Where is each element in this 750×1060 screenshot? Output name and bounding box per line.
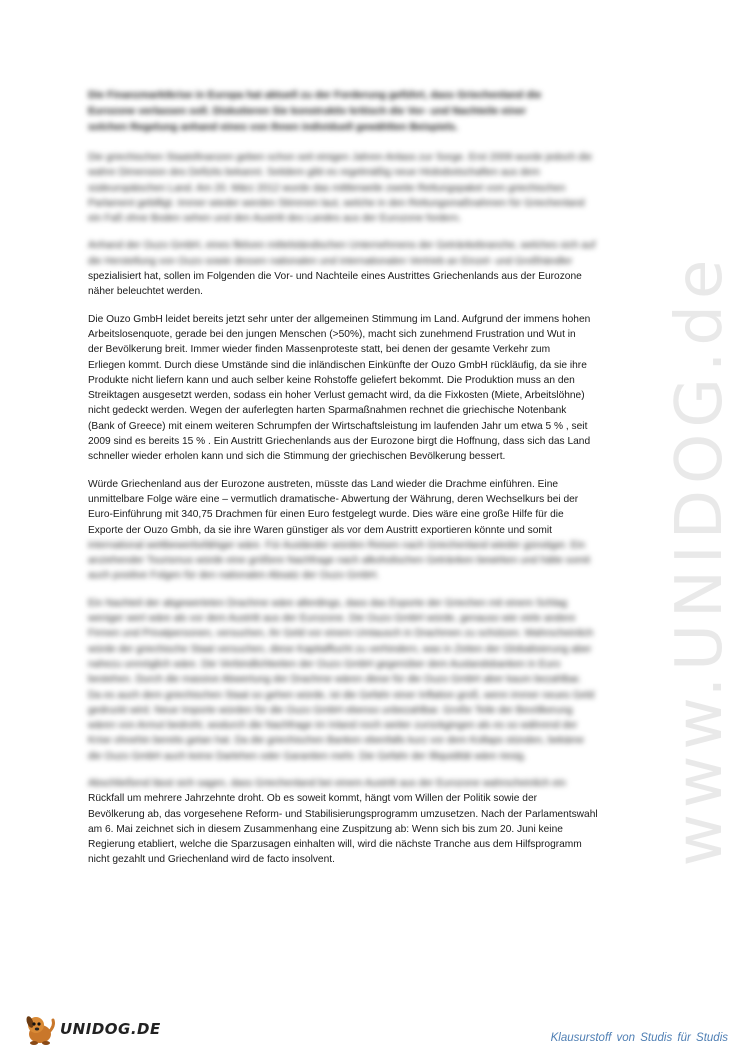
text-line: Arbeitslosenquote, gerade bei den jungen Menschen (>50%), macht sich zunehmend Frustration und Wut in	[88, 328, 576, 340]
text-line: Die Ouzo GmbH leidet bereits jetzt sehr unter der allgemeinen Stimmung im Land. Aufgrund der immens hohen	[88, 313, 591, 325]
unidog-logo[interactable]	[22, 1012, 161, 1046]
text-line: auch positive Folgen für den nationalen Absatz der Ouzo GmbH.	[88, 570, 380, 582]
text-line: spezialisiert hat, sollen im Folgenden die Vor- und Nachteile eines Austrittes Griechenlands aus der Eurozone	[88, 271, 582, 283]
task-heading	[88, 88, 650, 136]
paragraph-ouzo-situation	[88, 312, 650, 465]
text-line: 2009 sind es bereits 15 % . Ein Austritt Griechenlands aus der Eurozone birgt die Hoffnung, dass sich das Land	[88, 436, 591, 448]
dog-mascot-icon	[22, 1012, 58, 1046]
text-line: am 6. Mai zeichnet sich in diesem Zusammenhang eine Zuspitzung ab: Wenn sich bis zum 20. Juni keine	[88, 823, 563, 835]
text-line: würde der griechische Staat versuchen, diese Kapitalflucht zu verhindern, was in Zeiten der Globalisierung aber	[88, 643, 592, 655]
text-line: wären von Armut bedroht, wodurch die Nachfrage im Inland noch weiter zurückgingen als es so während der	[88, 720, 578, 732]
text-line: (Bank of Greece) mit einem weiteren Schrumpfen der Wirtschaftsleistung im laufenden Jahr um etwa 5 % , seit	[88, 420, 588, 432]
text-line: unmittelbare Folge wäre eine – vermutlich dramatische- Abwertung der Währung, deren Wechselkurs bei der	[88, 493, 579, 505]
watermark: www.UNIDOG.de	[663, 253, 737, 867]
text-line: Krise ohnehin bereits getan hat. Da die griechischen Banken ebenfalls kurz vor dem Kollaps stünden, bekäme	[88, 735, 585, 747]
text-line: wahre Dimension des Defizits bekannt. Seitdem gibt es regelmäßig neue Hiobsbotschaften aus dem	[88, 167, 540, 179]
text-line: Produkte nicht liefern kann und auch selber keine Rohstoffe geliefert bekommt. Die Produktion muss an den	[88, 374, 575, 386]
text-line: Da es auch dem griechischen Staat so gehen würde, ist die Gefahr einer Inflation groß, wenn immer neues Geld	[88, 689, 595, 701]
text-line: Abschließend lässt sich sagen, dass Griechenland bei einem Austritt aus der Eurozone wahrscheinlich ein	[88, 777, 566, 789]
paragraph-intro	[88, 150, 650, 226]
footer-slogan: Klausurstoff von Studis für Studis	[550, 1032, 728, 1044]
text-line: Die Finanzmarktkrise in Europa hat aktuell zu der Forderung geführt, dass Griechenland die	[88, 90, 542, 101]
logo-text: UNIDOG.DE	[60, 1020, 161, 1038]
text-line: die Herstellung von Ouzo sowie dessen nationalen und internationalen Vertrieb an Einzel- und Großhändler	[88, 255, 573, 267]
text-line: Die griechischen Staatsfinanzen geben schon seit einigen Jahren Anlass zur Sorge. Erst 2009 wurde jedoch die	[88, 152, 593, 163]
text-line: schneller wieder erholen kann und sich die Stimmung der griechischen Bevölkerung bessert.	[88, 451, 506, 463]
text-line: Würde Griechenland aus der Eurozone austreten, müsste das Land wieder die Drachme einführen. Eine	[88, 478, 559, 490]
text-line: näher beleuchtet werden.	[88, 286, 203, 298]
text-line: Firmen und Privatpersonen, versuchen, ihr Geld vor einem Umtausch in Drachmen zu schützen. Wahrscheinlich	[88, 628, 594, 640]
text-line: solchen Regelung anhand eines von Ihnen individuell gewählten Beispiels.	[88, 122, 459, 133]
text-line: Anhand der Ouzo GmbH, eines fiktiven mittelständischen Unternehmens der Getränkebranche, welches sich auf	[88, 240, 596, 252]
text-line: anziehender Tourismus würde eine größere Nachfrage nach alkoholischen Getränken bewirken und hätte somit	[88, 555, 591, 567]
text-line: südeuropäischen Land. Am 20. März 2012 wurde das mittlerweile zweite Rettungspaket vom griechischen	[88, 182, 566, 194]
text-line: ein Faß ohne Boden sehen und den Austritt des Landes aus der Eurozone fordern.	[88, 213, 462, 225]
paragraph-ouzo-intro	[88, 238, 650, 299]
text-line: bestehen. Durch die massive Abwertung der Drachme wären diese für die Ouzo GmbH aber kaum bezahlbar.	[88, 674, 582, 686]
text-line: gedruckt wird. Neue Importe würden für die Ouzo GmbH ebenso unbezahlbar. Große Teile der Bevölkerung	[88, 704, 573, 716]
text-line: die Ouzo GmbH auch keine Darlehen oder Garantien mehr. Die Gefahr der Illiquidität wäre riesig.	[88, 750, 527, 762]
text-line: Euro-Einführung mit 340,75 Drachmen für einen Euro festgelegt wurde. Dies wäre eine große Hilfe für die	[88, 509, 564, 521]
text-line: Streiktagen ausgesetzt werden, sodass ein hoher Verlust gemacht wird, da die Fixkosten (Miete, Arbeitslöhne)	[88, 390, 585, 402]
text-line: international wettbewerbsfähiger wäre. Für Ausländer würden Reisen nach Griechenland wieder günstiger. Ein	[88, 539, 586, 551]
text-line: Rückfall um mehrere Jahrzehnte droht. Ob es soweit kommt, hängt vom Willen der Politik sowie der	[88, 793, 537, 805]
text-line: Ein Nachteil der abgewerteten Drachme wäre allerdings, dass das Exporte der Griechen mit einem Schlag	[88, 597, 568, 609]
text-line: Exporte der Ouzo Gmbh, da sie ihre Waren günstiger als vor dem Austritt exportieren könnte und somit	[88, 524, 552, 536]
text-line: weniger wert wäre als vor dem Austritt aus der Eurozone. Die Ouzo GmbH würde, genauso wie viele andere	[88, 613, 576, 625]
text-line: Parlament gebilligt. Immer wieder werden Stimmen laut, welche in den Rettungsmaßnahmen für Griechenland	[88, 197, 585, 209]
text-line: Erliegen kommt. Durch diese Umstände sind die inländischen Einkünfte der Ouzo GmbH rückläufig, da sie ihre	[88, 359, 587, 371]
text-line: nahezu unmöglich wäre. Die Verbindlichkeiten der Ouzo GmbH gegenüber dem Auslandsbanken in Euro	[88, 658, 561, 670]
text-line: Eurozone verlassen soll. Diskutieren Sie konstruktiv kritisch die Vor- und Nachteile einer	[88, 106, 527, 117]
paragraph-drachme	[88, 477, 650, 584]
paragraph-disadvantages	[88, 596, 650, 764]
text-line: Bevölkerung ab, das vorgesehene Reform- und Stabilisierungsprogramm umzusetzen. Nach der Parlamentswahl	[88, 808, 598, 820]
text-line: Regierung etabliert, welche die Sparzusagen einhalten will, wird die nächste Tranche aus dem Hilfsprogramm	[88, 839, 582, 851]
text-line: der Bevölkerung breit. Immer wieder finden Massenproteste statt, bei denen der gesamte Verkehr zum	[88, 344, 551, 356]
document-content	[88, 88, 650, 880]
paragraph-conclusion	[88, 776, 650, 868]
text-line: nicht gedeckt werden. Wegen der auferlegten harten Sparmaßnahmen rechnet die griechische Notenbank	[88, 405, 567, 417]
text-line: nicht gezahlt und Griechenland wird de facto insolvent.	[88, 854, 335, 866]
